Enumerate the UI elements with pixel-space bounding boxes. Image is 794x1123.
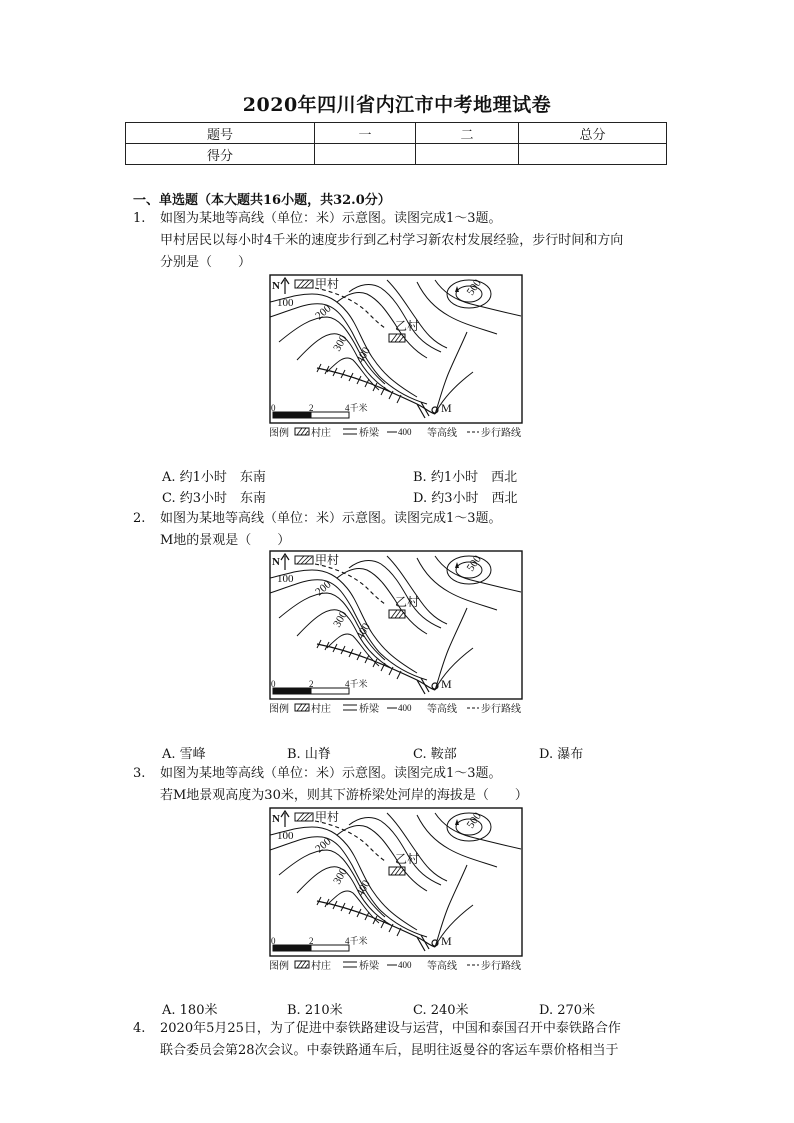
- village-a-label: 甲村: [315, 810, 340, 824]
- village-a-hatch: [297, 813, 312, 821]
- legend-village-label: 村庄: [311, 428, 331, 439]
- question-line: 如图为某地等高线（单位：米）示意图。读图完成1～3题。: [160, 511, 502, 526]
- scale-label-4: 4千米: [345, 403, 368, 413]
- question-4: [0, 1018, 794, 1062]
- legend-village-label: 村庄: [311, 704, 331, 715]
- legend-bridge-icon: [343, 429, 357, 434]
- legend-title: 图例: [269, 704, 289, 715]
- contour-label-400: 400: [354, 878, 373, 899]
- option-d[interactable]: D. 瀑布: [539, 747, 584, 762]
- question-text: [160, 763, 680, 807]
- point-m-label: M: [441, 934, 452, 948]
- contour-label-200: 200: [313, 302, 334, 323]
- point-m-label: M: [441, 401, 452, 415]
- score-row-label: 得分: [126, 144, 315, 165]
- question-line: 联合委员会第28次会议。中泰铁路通车后，昆明往返曼谷的客运车票价格相当于: [160, 1043, 619, 1058]
- question-number: 2.: [133, 511, 146, 526]
- village-a-label: 甲村: [315, 553, 340, 567]
- contour-map-figure: [267, 548, 527, 718]
- legend-contour-label: 等高线: [427, 961, 457, 972]
- section-heading: 一、单选题（本大题共16小题，共32.0分）: [133, 193, 391, 208]
- question-line: M地的景观是（ ）: [160, 533, 291, 548]
- village-a-hatch: [297, 556, 312, 564]
- contour-label-300: 300: [331, 333, 350, 354]
- option-d[interactable]: D. 约3小时 西北: [413, 491, 518, 506]
- contour-map-figure: [267, 805, 527, 975]
- scale-label-2: 2: [309, 679, 314, 689]
- scale-label-0: 0: [271, 936, 276, 946]
- contour-map: [267, 548, 527, 718]
- question-line: 如图为某地等高线（单位：米）示意图。读图完成1～3题。: [160, 211, 502, 226]
- question-line: 2020年5月25日，为了促进中泰铁路建设与运营，中国和泰国召开中泰铁路合作: [160, 1021, 621, 1036]
- contour-label-400: 400: [354, 345, 373, 366]
- question-number: 3.: [133, 766, 146, 781]
- village-b-label: 乙村: [395, 319, 420, 333]
- legend-contour-value: 400: [398, 960, 412, 970]
- contour-label-400: 400: [354, 621, 373, 642]
- contour-map: [267, 805, 527, 975]
- option-a[interactable]: A. 180米: [162, 1003, 218, 1018]
- contour-label-500: 500: [464, 553, 484, 574]
- legend-path-label: 步行路线: [481, 961, 521, 972]
- score-cell: [315, 144, 416, 165]
- question-line: 如图为某地等高线（单位：米）示意图。读图完成1～3题。: [160, 766, 502, 781]
- village-b-label: 乙村: [395, 595, 420, 609]
- question-line: 甲村居民以每小时4千米的速度步行到乙村学习新农村发展经验，步行时间和方向: [160, 233, 624, 248]
- legend-village-hatch: [297, 428, 308, 435]
- option-d[interactable]: D. 270米: [539, 1003, 596, 1018]
- contour-map-figure: [267, 272, 527, 442]
- legend-path-label: 步行路线: [481, 428, 521, 439]
- north-arrow-icon: [281, 811, 289, 827]
- legend-path-label: 步行路线: [481, 704, 521, 715]
- scale-label-0: 0: [271, 679, 276, 689]
- score-cell: [519, 144, 667, 165]
- contour-label-300: 300: [331, 609, 350, 630]
- village-b-label: 乙村: [395, 852, 420, 866]
- option-b[interactable]: B. 山脊: [287, 747, 331, 762]
- contour-label-100: 100: [277, 297, 294, 309]
- legend-contour-value: 400: [398, 703, 412, 713]
- contour-label-200: 200: [313, 835, 334, 856]
- question-text: [160, 208, 680, 274]
- north-label: N: [272, 280, 280, 292]
- legend-village-hatch: [297, 961, 308, 968]
- score-header-cell: 一: [315, 123, 416, 144]
- question-number: 1.: [133, 211, 146, 226]
- legend-bridge-icon: [343, 962, 357, 967]
- legend-bridge-label: 桥梁: [359, 961, 379, 972]
- contour-line: [387, 280, 447, 348]
- option-c[interactable]: C. 鞍部: [413, 747, 457, 762]
- option-a[interactable]: A. 约1小时 东南: [162, 470, 266, 485]
- north-label: N: [272, 813, 280, 825]
- legend-contour-label: 等高线: [427, 428, 457, 439]
- page-title: 2020年四川省内江市中考地理试卷: [242, 94, 552, 116]
- contour-line: [387, 556, 447, 624]
- legend-contour-value: 400: [398, 427, 412, 437]
- scale-label-0: 0: [271, 403, 276, 413]
- legend-village-label: 村庄: [311, 961, 331, 972]
- contour-label-500: 500: [464, 810, 484, 831]
- contour-label-300: 300: [331, 866, 350, 887]
- option-a[interactable]: A. 雪峰: [162, 747, 206, 762]
- score-table-row: [126, 144, 667, 165]
- legend-bridge-icon: [343, 705, 357, 710]
- option-c[interactable]: C. 240米: [413, 1003, 469, 1018]
- score-header-cell: 总分: [519, 123, 667, 144]
- option-b[interactable]: B. 210米: [287, 1003, 343, 1018]
- scale-label-4: 4千米: [345, 936, 368, 946]
- legend-title: 图例: [269, 428, 289, 439]
- legend-village-hatch: [297, 704, 308, 711]
- score-table: [125, 122, 667, 165]
- option-b[interactable]: B. 约1小时 西北: [413, 470, 518, 485]
- north-label: N: [272, 556, 280, 568]
- contour-line: [387, 813, 447, 881]
- north-arrow-icon: [281, 278, 289, 294]
- north-arrow-icon: [281, 554, 289, 570]
- village-a-hatch: [297, 280, 312, 288]
- question-1: [0, 208, 794, 268]
- score-cell: [416, 144, 519, 165]
- scale-label-4: 4千米: [345, 679, 368, 689]
- contour-map: [267, 272, 527, 442]
- score-header-cell: 二: [416, 123, 519, 144]
- question-line: 分别是（ ）: [160, 255, 252, 270]
- contour-label-100: 100: [277, 573, 294, 585]
- contour-label-200: 200: [313, 578, 334, 599]
- legend-title: 图例: [269, 961, 289, 972]
- question-3: [0, 763, 794, 807]
- score-header-cell: 题号: [126, 123, 315, 144]
- legend-bridge-label: 桥梁: [359, 704, 379, 715]
- contour-label-500: 500: [464, 277, 484, 298]
- question-text: [160, 508, 680, 552]
- scale-label-2: 2: [309, 403, 314, 413]
- village-a-label: 甲村: [315, 277, 340, 291]
- question-text: [160, 1018, 680, 1062]
- option-c[interactable]: C. 约3小时 东南: [162, 491, 267, 506]
- score-table-header-row: [126, 123, 667, 144]
- question-2: [0, 508, 794, 552]
- point-m-label: M: [441, 677, 452, 691]
- legend-bridge-label: 桥梁: [359, 428, 379, 439]
- question-number: 4.: [133, 1021, 146, 1036]
- legend-contour-label: 等高线: [427, 704, 457, 715]
- question-line: 若M地景观高度为30米，则其下游桥梁处河岸的海拔是（ ）: [160, 788, 528, 803]
- contour-label-100: 100: [277, 830, 294, 842]
- scale-label-2: 2: [309, 936, 314, 946]
